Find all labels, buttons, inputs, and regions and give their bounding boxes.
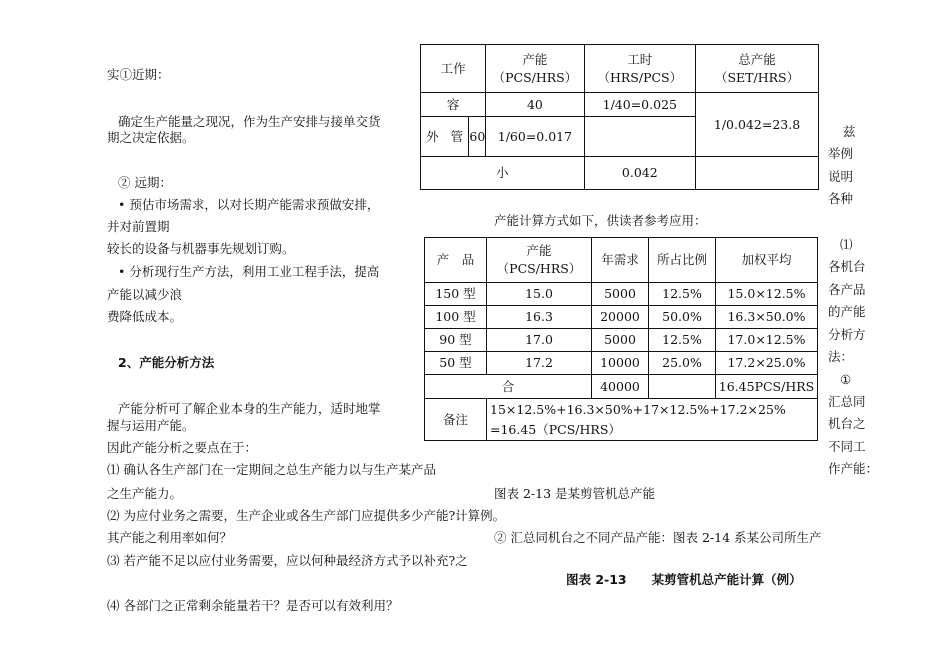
text-line: ② 汇总同机台之不同产品产能：图表 2-14 系某公司所生产 (494, 530, 822, 545)
cell: 60 (469, 117, 486, 157)
list-item: ⑷ 各部门之正常剩余能量若干？是否可以有效利用？ (107, 598, 399, 613)
cell: 16.3 (487, 306, 592, 329)
total-cell: 1/0.042=23.8 (696, 93, 819, 157)
text-line: 各产品 (828, 282, 866, 297)
cell: 16.45PCS/HRS (716, 375, 818, 399)
text-line: 确定生产能量之现况，作为生产安排与接单交货 (118, 114, 381, 129)
cell: 1/40=0.025 (584, 93, 696, 117)
cell: 17.0 (487, 329, 592, 352)
header-time: 工时 （HRS/PCS） (584, 45, 696, 93)
text-line: 因此产能分析之要点在于： (107, 440, 258, 455)
list-item: 其产能之利用率如何？ (107, 530, 233, 545)
header-demand: 年需求 (592, 238, 649, 283)
text-line: 产能以减少浪 (107, 287, 183, 302)
text-line: ⑴ (840, 237, 853, 252)
header-product: 产 品 (425, 238, 487, 283)
cell: 50.0% (649, 306, 716, 329)
note-text: 15×12.5%+16.3×50%+17×12.5%+17.2×25% =16.45（PCS/HRS） (487, 399, 818, 441)
table-row (425, 329, 818, 352)
header-work: 工作 (421, 45, 486, 93)
table-row (425, 399, 818, 441)
section-heading: 2、产能分析方法 (118, 355, 215, 370)
text-line: 较长的设备与机器事先规划订购。 (107, 241, 295, 256)
cell: 5000 (592, 283, 649, 306)
header-total: 总产能 （SET/HRS） (696, 45, 819, 93)
cell (649, 375, 716, 399)
cell: 15.0 (487, 283, 592, 306)
list-item: ⑴ 确认各生产部门在一定期间之总生产能力以与生产某产品 (107, 462, 436, 477)
cell: 12.5% (649, 283, 716, 306)
text-line: 各机台 (828, 259, 866, 274)
table-row (425, 306, 818, 329)
text-line: 产能计算方式如下，供读者参考应用： (494, 213, 707, 228)
cell: 50 型 (425, 352, 487, 375)
text-line: 机台之 (828, 416, 866, 431)
header-capacity: 产能 （PCS/HRS） (487, 238, 592, 283)
cell: 40 (486, 93, 584, 117)
text-line: 握与运用产能。 (107, 418, 195, 433)
list-item: ⑶ 若产能不足以应付业务需要，应以何种最经济方式予以补充?之 (107, 553, 468, 568)
figure-title: 图表 2-13 某剪管机总产能计算（例） (566, 572, 802, 587)
capacity-table (420, 44, 819, 190)
row-label: 外 管 (421, 117, 469, 157)
header-ratio: 所占比例 (649, 238, 716, 283)
sum-label: 合 (425, 375, 592, 399)
cell: 16.3×50.0% (716, 306, 818, 329)
sum-label: 小 (421, 157, 585, 190)
note-label: 备注 (425, 399, 487, 441)
text-line: 举例 (828, 146, 854, 161)
text-line: 作产能： (828, 461, 879, 476)
text-line: • 预估市场需求，以对长期产能需求预做安排， (118, 197, 380, 212)
cell: 150 型 (425, 283, 487, 306)
cell: 10000 (592, 352, 649, 375)
cell: 90 型 (425, 329, 487, 352)
table-row (425, 352, 818, 375)
cell (696, 157, 819, 190)
cell: 17.0×12.5% (716, 329, 818, 352)
table-row (425, 283, 818, 306)
text-line: 不同工 (828, 439, 866, 454)
cell: 40000 (592, 375, 649, 399)
cell: 25.0% (649, 352, 716, 375)
text-line: ② 远期： (118, 175, 172, 190)
text-line: • 分析现行生产方法，利用工业工程手法，提高 (118, 264, 380, 279)
cell: 15.0×12.5% (716, 283, 818, 306)
text-line: 期之决定依据。 (107, 130, 195, 145)
cell: 0.042 (584, 157, 696, 190)
text-line: 并对前置期 (107, 219, 170, 234)
text-line: 费降低成本。 (107, 309, 183, 324)
text-line: 法： (828, 349, 854, 364)
header-capacity: 产能 （PCS/HRS） (486, 45, 584, 93)
text-line: 各种 (828, 191, 854, 206)
header-weighted-avg: 加权平均 (716, 238, 818, 283)
cell: 5000 (592, 329, 649, 352)
text-line: 说明 (828, 169, 854, 184)
text-line: ① (840, 372, 852, 387)
weighted-capacity-table (424, 237, 818, 441)
cell: 17.2 (487, 352, 592, 375)
text-line: 实①近期： (107, 67, 170, 82)
table-row (425, 375, 818, 399)
text-line: 分析方 (828, 327, 866, 342)
cell: 1/60=0.017 (486, 117, 584, 157)
list-item: 之生产能力。 (107, 486, 183, 501)
figure-caption: 图表 2-13 是某剪管机总产能 (494, 486, 656, 501)
cell: 17.2×25.0% (716, 352, 818, 375)
text-line: 兹 (843, 124, 856, 139)
cell: 12.5% (649, 329, 716, 352)
text-line: 的产能 (828, 304, 866, 319)
row-label: 容 (421, 93, 486, 117)
text-line: 产能分析可了解企业本身的生产能力，适时地掌 (118, 401, 381, 416)
cell: 100 型 (425, 306, 487, 329)
list-item: ⑵ 为应付业务之需要，生产企业或各生产部门应提供多少产能?计算例。 (107, 508, 506, 523)
text-line: 汇总同 (828, 394, 866, 409)
cell: 20000 (592, 306, 649, 329)
